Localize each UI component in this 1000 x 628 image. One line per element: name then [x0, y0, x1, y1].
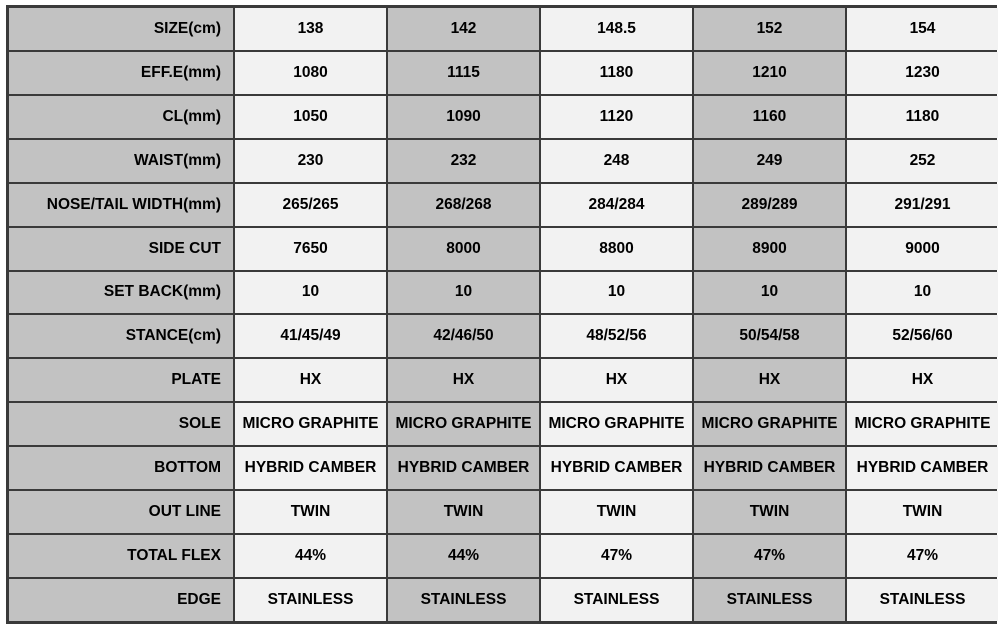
table-cell: 8000: [388, 228, 539, 270]
row-label: CL(mm): [9, 96, 233, 138]
table-cell: 8800: [541, 228, 692, 270]
table-cell: 41/45/49: [235, 315, 386, 357]
table-cell: 1230: [847, 52, 998, 94]
table-cell: 10: [541, 272, 692, 314]
row-label: EDGE: [9, 579, 233, 621]
table-cell: MICRO GRAPHITE: [847, 403, 998, 445]
row-label: EFF.E(mm): [9, 52, 233, 94]
row-label: SET BACK(mm): [9, 272, 233, 314]
table-cell: STAINLESS: [847, 579, 998, 621]
table-cell: 252: [847, 140, 998, 182]
table-cell: HX: [541, 359, 692, 401]
row-label: STANCE(cm): [9, 315, 233, 357]
table-cell: HX: [235, 359, 386, 401]
table-cell: 232: [388, 140, 539, 182]
table-row: [9, 96, 998, 138]
table-cell: TWIN: [388, 491, 539, 533]
table-cell: 47%: [694, 535, 845, 577]
table-cell: 1115: [388, 52, 539, 94]
table-row: [9, 228, 998, 270]
table-row: [9, 140, 998, 182]
table-cell: HX: [694, 359, 845, 401]
table-cell: 10: [694, 272, 845, 314]
row-label: WAIST(mm): [9, 140, 233, 182]
table-cell: 248: [541, 140, 692, 182]
table-cell: 47%: [847, 535, 998, 577]
table-row: [9, 315, 998, 357]
table-row: [9, 447, 998, 489]
table-cell: 50/54/58: [694, 315, 845, 357]
table-cell: STAINLESS: [388, 579, 539, 621]
table-cell: HYBRID CAMBER: [847, 447, 998, 489]
table-row: [9, 359, 998, 401]
table-cell: 1180: [541, 52, 692, 94]
table-cell: HX: [388, 359, 539, 401]
table-row: [9, 52, 998, 94]
row-label: SOLE: [9, 403, 233, 445]
table-cell: 10: [847, 272, 998, 314]
table-cell: HYBRID CAMBER: [694, 447, 845, 489]
table-cell: HX: [847, 359, 998, 401]
table-cell: MICRO GRAPHITE: [388, 403, 539, 445]
table-cell: 291/291: [847, 184, 998, 226]
spec-table-frame: [6, 5, 997, 624]
table-cell: MICRO GRAPHITE: [235, 403, 386, 445]
spec-table: [7, 6, 1000, 623]
table-cell: 265/265: [235, 184, 386, 226]
table-cell: 154: [847, 8, 998, 50]
table-cell: 44%: [388, 535, 539, 577]
table-cell: 52/56/60: [847, 315, 998, 357]
table-cell: TWIN: [847, 491, 998, 533]
table-cell: 48/52/56: [541, 315, 692, 357]
table-cell: HYBRID CAMBER: [541, 447, 692, 489]
table-cell: 138: [235, 8, 386, 50]
table-cell: TWIN: [541, 491, 692, 533]
table-cell: 7650: [235, 228, 386, 270]
table-cell: 44%: [235, 535, 386, 577]
table-cell: 1050: [235, 96, 386, 138]
table-cell: 1180: [847, 96, 998, 138]
table-cell: 1090: [388, 96, 539, 138]
table-row: [9, 535, 998, 577]
table-cell: 152: [694, 8, 845, 50]
table-cell: 8900: [694, 228, 845, 270]
row-label: SIZE(cm): [9, 8, 233, 50]
table-cell: STAINLESS: [235, 579, 386, 621]
table-cell: 1210: [694, 52, 845, 94]
table-cell: 148.5: [541, 8, 692, 50]
table-row: [9, 579, 998, 621]
table-row: [9, 491, 998, 533]
table-cell: 9000: [847, 228, 998, 270]
table-cell: 284/284: [541, 184, 692, 226]
table-row: [9, 8, 998, 50]
table-cell: 230: [235, 140, 386, 182]
row-label: NOSE/TAIL WIDTH(mm): [9, 184, 233, 226]
table-cell: 1080: [235, 52, 386, 94]
table-cell: 10: [235, 272, 386, 314]
table-row: [9, 403, 998, 445]
table-cell: STAINLESS: [694, 579, 845, 621]
table-cell: TWIN: [694, 491, 845, 533]
table-cell: MICRO GRAPHITE: [541, 403, 692, 445]
table-row: [9, 184, 998, 226]
row-label: BOTTOM: [9, 447, 233, 489]
table-cell: 10: [388, 272, 539, 314]
row-label: SIDE CUT: [9, 228, 233, 270]
table-cell: 249: [694, 140, 845, 182]
table-cell: HYBRID CAMBER: [388, 447, 539, 489]
table-cell: 142: [388, 8, 539, 50]
table-cell: 42/46/50: [388, 315, 539, 357]
table-cell: STAINLESS: [541, 579, 692, 621]
table-cell: HYBRID CAMBER: [235, 447, 386, 489]
table-cell: TWIN: [235, 491, 386, 533]
table-cell: 289/289: [694, 184, 845, 226]
row-label: PLATE: [9, 359, 233, 401]
row-label: OUT LINE: [9, 491, 233, 533]
table-cell: MICRO GRAPHITE: [694, 403, 845, 445]
table-cell: 1160: [694, 96, 845, 138]
table-cell: 1120: [541, 96, 692, 138]
row-label: TOTAL FLEX: [9, 535, 233, 577]
table-row: [9, 272, 998, 314]
table-cell: 268/268: [388, 184, 539, 226]
table-cell: 47%: [541, 535, 692, 577]
spec-table-body: [9, 8, 998, 621]
